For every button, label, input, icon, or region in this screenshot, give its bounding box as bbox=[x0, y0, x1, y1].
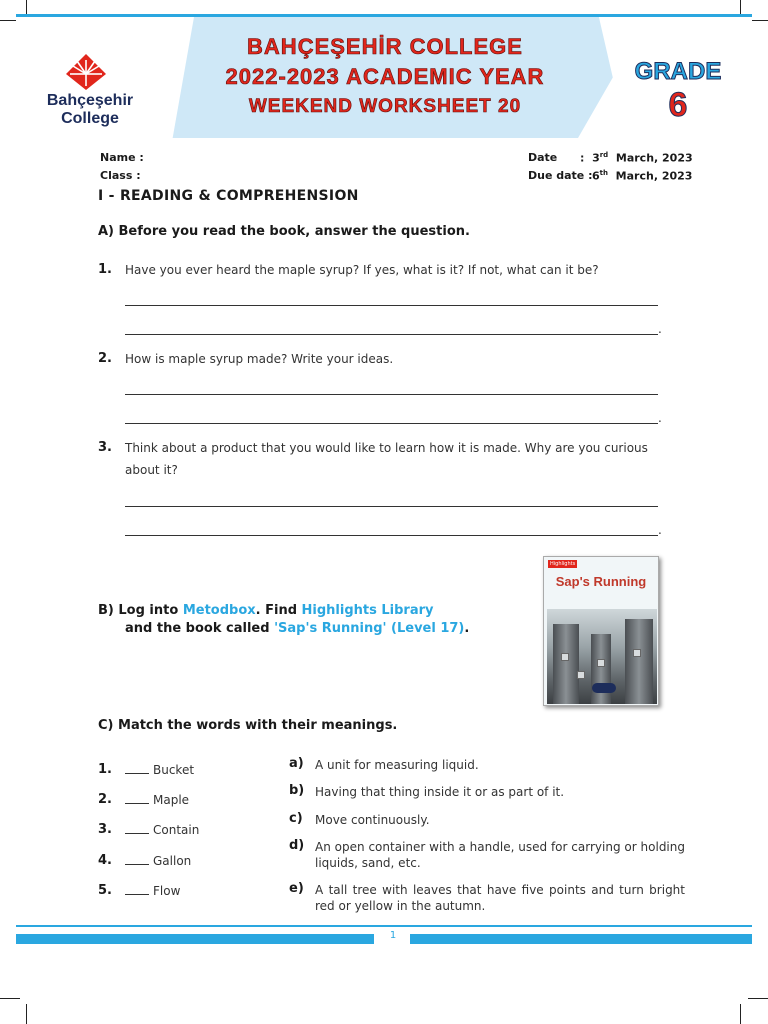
question-text: Think about a product that you would like to learn how it is made. Why are you curious about it? bbox=[125, 441, 648, 477]
definition-text: Move continuously. bbox=[315, 813, 430, 827]
class-label: Class : bbox=[100, 169, 141, 182]
name-label: Name : bbox=[100, 151, 144, 164]
academic-year-title: 2022-2023 ACADEMIC YEAR bbox=[225, 64, 545, 89]
answer-line[interactable] bbox=[125, 305, 658, 306]
grade-number: 6 bbox=[668, 86, 688, 124]
match-number: 3. bbox=[98, 822, 112, 837]
answer-line[interactable] bbox=[125, 334, 658, 335]
book-brand: Highlights bbox=[550, 561, 576, 567]
part-a-title: A) Before you read the book, answer the question. bbox=[98, 224, 470, 239]
level-badge bbox=[592, 683, 616, 693]
match-number: 1. bbox=[98, 762, 112, 777]
line-end-dot: . bbox=[658, 411, 662, 425]
page-number: 1 bbox=[389, 930, 397, 941]
crop-mark bbox=[740, 1004, 741, 1024]
match-number: 4. bbox=[98, 853, 112, 868]
question-number: 3. bbox=[98, 440, 112, 455]
crop-mark bbox=[26, 1004, 27, 1024]
definition-text: A tall tree with leaves that have five points and turn bright red or yellow in the autumn. bbox=[315, 883, 685, 913]
book-title-link[interactable]: 'Sap's Running' (Level 17) bbox=[274, 621, 465, 636]
college-logo-icon bbox=[63, 52, 109, 92]
definition-text: A unit for measuring liquid. bbox=[315, 758, 479, 772]
match-word: Gallon bbox=[125, 854, 191, 868]
answer-blank[interactable] bbox=[125, 803, 149, 804]
question-number: 1. bbox=[98, 262, 112, 277]
date-label: Date bbox=[528, 151, 558, 164]
due-date-value: 6th March, 2023 bbox=[592, 169, 693, 183]
logo-name-line-1: Bahçeşehir bbox=[46, 92, 134, 109]
highlights-library-link[interactable]: Highlights Library bbox=[301, 603, 434, 618]
definition-letter: a) bbox=[289, 756, 304, 771]
answer-line[interactable] bbox=[125, 535, 658, 536]
crop-mark bbox=[748, 998, 768, 999]
match-number: 5. bbox=[98, 883, 112, 898]
answer-blank[interactable] bbox=[125, 864, 149, 865]
match-word: Bucket bbox=[125, 763, 194, 777]
question-text: How is maple syrup made? Write your ideas. bbox=[125, 352, 394, 366]
definition-letter: c) bbox=[289, 811, 303, 826]
logo-name-line-2: College bbox=[61, 110, 119, 127]
date-value: : 3rd March, 2023 bbox=[580, 151, 693, 165]
answer-line[interactable] bbox=[125, 394, 658, 395]
definition-letter: e) bbox=[289, 881, 304, 896]
answer-line[interactable] bbox=[125, 506, 658, 507]
worksheet-title: WEEKEND WORKSHEET 20 bbox=[248, 96, 522, 117]
school-title: BAHÇEŞEHİR COLLEGE bbox=[247, 34, 523, 59]
section-title: I - READING & COMPREHENSION bbox=[98, 188, 359, 204]
line-end-dot: . bbox=[658, 322, 662, 336]
line-end-dot: . bbox=[658, 523, 662, 537]
definition-text: An open container with a handle, used for carrying or holding liquids, sand, etc. bbox=[315, 840, 685, 870]
part-b-prefix: B) Log into bbox=[98, 603, 183, 618]
definition-text: Having that thing inside it or as part of it. bbox=[315, 785, 565, 799]
answer-line[interactable] bbox=[125, 423, 658, 424]
crop-mark bbox=[0, 998, 20, 999]
definition-letter: b) bbox=[289, 783, 305, 798]
footer-bar-right bbox=[410, 934, 752, 944]
part-b-line-2: and the book called 'Sap's Running' (Level 17). bbox=[125, 621, 470, 636]
part-b-line-1 bbox=[98, 603, 434, 618]
book-cover-title: Sap's Running bbox=[555, 574, 647, 589]
metodbox-link[interactable]: Metodbox bbox=[182, 603, 256, 618]
question-text: Have you ever heard the maple syrup? If yes, what is it? If not, what can it be? bbox=[125, 263, 599, 277]
logo-text bbox=[40, 92, 140, 128]
match-number: 2. bbox=[98, 792, 112, 807]
match-word: Flow bbox=[125, 884, 180, 898]
due-date-label: Due date : bbox=[528, 169, 593, 182]
part-b-find: . Find bbox=[255, 603, 302, 618]
part-b-book-intro: and the book called bbox=[125, 621, 275, 636]
question-number: 2. bbox=[98, 351, 112, 366]
book-cover bbox=[543, 556, 659, 706]
footer-rule bbox=[16, 925, 752, 927]
answer-blank[interactable] bbox=[125, 773, 149, 774]
answer-blank[interactable] bbox=[125, 894, 149, 895]
match-word: Maple bbox=[125, 793, 189, 807]
answer-blank[interactable] bbox=[125, 833, 149, 834]
grade-label: GRADE bbox=[634, 58, 722, 85]
match-word: Contain bbox=[125, 823, 199, 837]
part-c-title: C) Match the words with their meanings. bbox=[98, 718, 398, 733]
footer-bar-left bbox=[16, 934, 374, 944]
definition-letter: d) bbox=[289, 838, 305, 853]
